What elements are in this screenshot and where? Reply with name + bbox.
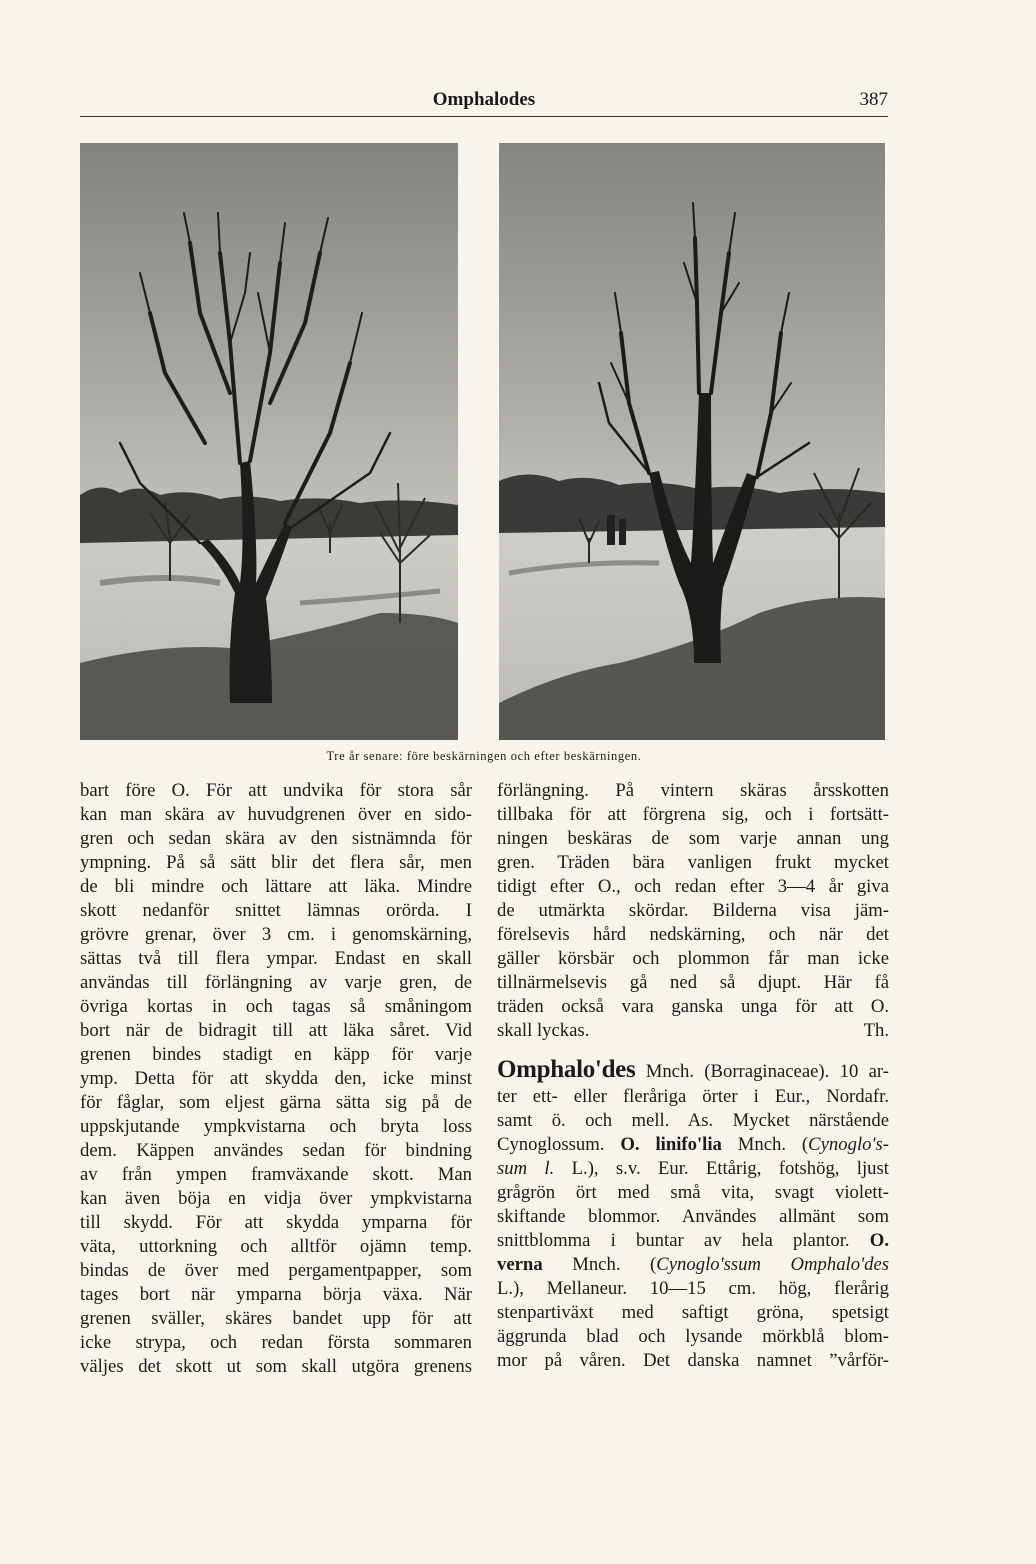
left-text-column xyxy=(80,779,472,1379)
figure-caption: Tre år senare: före beskärningen och efter beskärningen. xyxy=(326,749,642,763)
entry-line: mor på våren. Det danska namnet ”vårför- xyxy=(497,1350,889,1371)
text-line: gren. Träden bära vanligen frukt mycket xyxy=(497,852,889,873)
text-line: av från ympen framväxande skott. Man xyxy=(80,1164,472,1185)
entry-line: grågrön ört med små vita, svagt violett- xyxy=(497,1182,889,1203)
text-line: de bli mindre och lättare att läka. Mindre xyxy=(80,876,472,897)
text-line: för fåglar, som eljest gärna sätta sig på de xyxy=(80,1092,472,1113)
entry-text: Cynoglossum. xyxy=(497,1134,621,1155)
species-name: O. linifo'lia xyxy=(620,1134,722,1155)
species-name: verna xyxy=(497,1254,543,1275)
text-line: gren och sedan skära av den sistnämnda för xyxy=(80,828,472,849)
entry-line xyxy=(497,1157,889,1181)
author-signature: Th. xyxy=(863,1020,889,1041)
entry-text: Mnch. ( xyxy=(721,1134,809,1155)
photo-after-pruning xyxy=(499,143,885,740)
entry-line: ter ett- eller fleråriga örter i Eur., Nordafr. xyxy=(497,1086,889,1107)
entry-line xyxy=(497,1253,889,1277)
text-line: väljes det skott ut som skall utgöra grenens xyxy=(80,1356,472,1377)
entry-line: samt ö. och mell. As. Mycket närstående xyxy=(497,1110,889,1131)
text-line: ymp. Detta för att skydda den, icke minst xyxy=(80,1068,472,1089)
text-line: kan även böja en vidja över ympkvistarna xyxy=(80,1188,472,1209)
entry-line: stenpartiväxt med saftigt gröna, spetsigt xyxy=(497,1302,889,1323)
entry-line: skiftande blommor. Användes allmänt som xyxy=(497,1206,889,1227)
photo-after-image xyxy=(499,143,885,740)
text-line: ningen beskäras de som varje annan ung xyxy=(497,828,889,849)
text-line: bindas de över med pergamentpapper, som xyxy=(80,1260,472,1281)
text-line: förlängning. På vintern skäras årsskotten xyxy=(497,780,889,801)
text-line: övriga kortas in och tagas så småningom xyxy=(80,996,472,1017)
entry-text: L.), s.v. Eur. Ettårig, fotshög, ljust xyxy=(554,1158,889,1179)
text-line: icke strypa, och redan första sommaren xyxy=(80,1332,472,1353)
text-line: till skydd. För att skydda ymparna för xyxy=(80,1212,472,1233)
entry-line: L.), Mellaneur. 10—15 cm. hög, flerårig xyxy=(497,1278,889,1299)
text-line: dem. Käppen användes sedan för bindning xyxy=(80,1140,472,1161)
synonym: Cynoglo'ssum Omphalo'des xyxy=(656,1254,890,1275)
photo-before-image xyxy=(80,143,458,740)
entry-line xyxy=(497,1229,889,1253)
entry-text: snittblomma i buntar av hela plantor. xyxy=(497,1230,870,1251)
text-line: tages bort när ymparna börja växa. När xyxy=(80,1284,472,1305)
entry-headword: Omphalo'des xyxy=(497,1056,636,1083)
entry-line xyxy=(497,1133,889,1157)
text-line-signed xyxy=(497,1019,889,1043)
entry-line: äggrunda blad och lysande mörkblå blom- xyxy=(497,1326,889,1347)
text-line: väta, uttorkning och alltför ojämn temp. xyxy=(80,1236,472,1257)
text-line: grövre grenar, över 3 cm. i genomskärning, xyxy=(80,924,472,945)
text-line: skott nedanför snittet lämnas orörda. I xyxy=(80,900,472,921)
page-header xyxy=(80,86,888,117)
text-line: kan man skära av huvudgrenen över en sido- xyxy=(80,804,472,825)
text-line: skall lyckas. xyxy=(497,1020,590,1041)
text-line: användas till förlängning av varje gren, de xyxy=(80,972,472,993)
synonym: Cynoglo's- xyxy=(808,1134,889,1155)
synonym: sum l. xyxy=(497,1158,555,1179)
text-line: gäller körsbär och plommon får man icke xyxy=(497,948,889,969)
text-line: sättas två till flera ympar. Endast en skall xyxy=(80,948,472,969)
entry-text: Mnch. ( xyxy=(542,1254,657,1275)
text-line: tidigt efter O., och redan efter 3—4 år giva xyxy=(497,876,889,897)
text-line: träden också vara ganska unga för att O. xyxy=(497,996,889,1017)
right-text-column xyxy=(497,779,889,1373)
text-line: tillbaka för att förgrena sig, och i fortsätt- xyxy=(497,804,889,825)
text-line: förelsevis hård nedskärning, och när det xyxy=(497,924,889,945)
text-line: tillnärmelsevis gå ned så djupt. Här få xyxy=(497,972,889,993)
text-line: uppskjutande ympkvistarna och bryta loss xyxy=(80,1116,472,1137)
text-line: grenen bindes stadigt en käpp för varje xyxy=(80,1044,472,1065)
running-head: Omphalodes xyxy=(432,89,536,110)
text-line: ympning. På så sätt blir det flera sår, men xyxy=(80,852,472,873)
dictionary-entry-omphalodes xyxy=(497,1057,889,1373)
entry-line xyxy=(497,1057,889,1085)
page-number: 387 xyxy=(859,89,888,110)
text-line: de utmärkta skördar. Bilderna visa jäm- xyxy=(497,900,889,921)
text-line: bart före O. För att undvika för stora sår xyxy=(80,780,472,801)
entry-text: Mnch. (Borraginaceae). 10 ar- xyxy=(635,1061,889,1082)
text-line: bort när de bidragit till att läka såret. Vid xyxy=(80,1020,472,1041)
photo-before-pruning xyxy=(80,143,458,740)
text-line: grenen sväller, skäres bandet upp för att xyxy=(80,1308,472,1329)
species-name: O. xyxy=(869,1230,889,1251)
